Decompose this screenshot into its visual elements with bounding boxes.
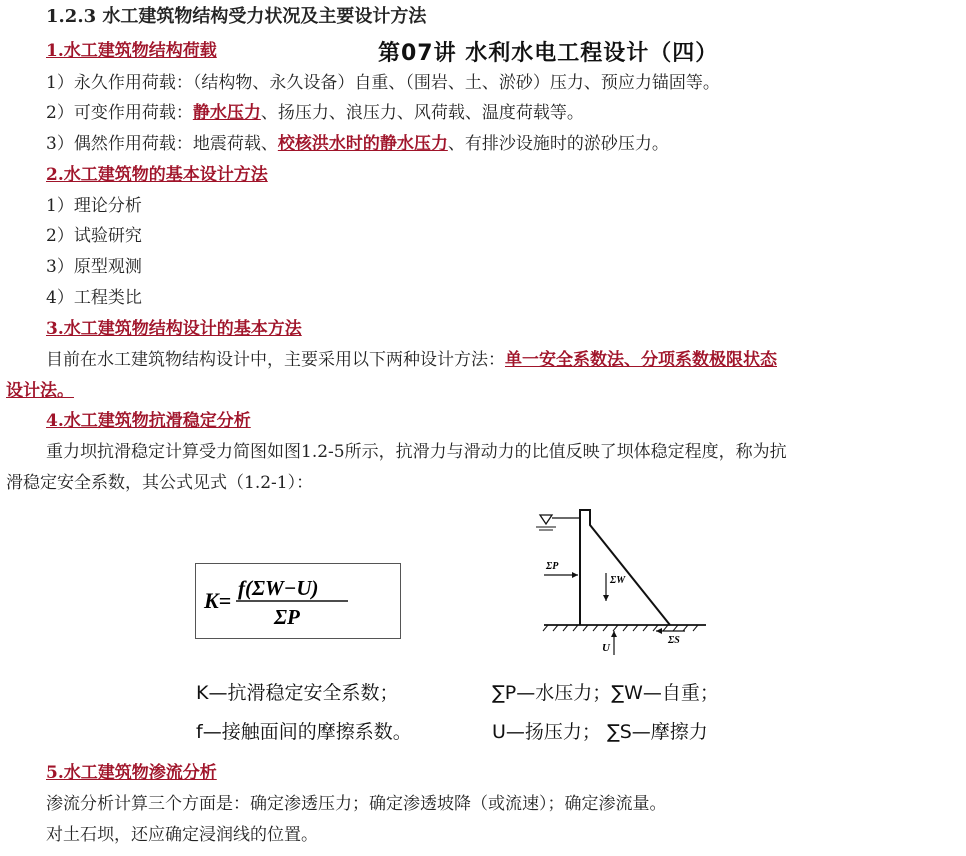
legend-p-w: ∑P—水压力；∑W—自重； bbox=[492, 682, 719, 704]
seepage-paragraph-2: 对土石坝，还应确定浸润线的位置。 bbox=[46, 825, 318, 845]
legend-k: K—抗滑稳定安全系数； bbox=[196, 682, 399, 704]
load-item-1: 1）永久作用荷载：（结构物、永久设备）自重、（围岩、土、淤砂）压力、预应力锚固等。 bbox=[46, 73, 720, 93]
seepage-paragraph-1: 渗流分析计算三个方面是：确定渗透压力；确定渗透坡降（或流速）；确定渗流量。 bbox=[46, 794, 667, 814]
highlight-flood-pressure: 校核洪水时的静水压力 bbox=[277, 134, 448, 154]
section-4-title: 4.水工建筑物抗滑稳定分析 bbox=[46, 411, 251, 431]
legend-u-s: U—扬压力； ∑S—摩擦力 bbox=[492, 721, 708, 743]
method-item: 3）原型观测 bbox=[46, 257, 142, 277]
section-1-title: 1.水工建筑物结构荷载 bbox=[46, 41, 217, 61]
foundation-hatch bbox=[543, 625, 698, 631]
section-heading: 1.2.3 水工建筑物结构受力状况及主要设计方法 bbox=[46, 6, 427, 27]
arrow-sum-s-head bbox=[656, 628, 662, 634]
highlight-design-methods: 单一安全系数法、分项系数极限状态 bbox=[505, 350, 777, 370]
formula-lhs: K= bbox=[204, 588, 232, 613]
highlight-design-methods-cont: 设计法。 bbox=[6, 381, 74, 401]
arrow-u-head bbox=[611, 631, 617, 637]
method-item: 2）试验研究 bbox=[46, 226, 142, 246]
dam-force-diagram bbox=[530, 505, 710, 655]
formula-box bbox=[195, 563, 401, 639]
section-2-title: 2.水工建筑物的基本设计方法 bbox=[46, 165, 268, 185]
section-3-title: 3.水工建筑物结构设计的基本方法 bbox=[46, 319, 302, 339]
label-sum-w: ΣW bbox=[610, 575, 626, 586]
method-item: 4）工程类比 bbox=[46, 288, 142, 308]
stability-paragraph-1: 重力坝抗滑稳定计算受力简图如图1.2-5所示，抗滑力与滑动力的比值反映了坝体稳定程度，称为抗 bbox=[46, 442, 787, 462]
dam-profile bbox=[580, 510, 670, 625]
design-method-paragraph: 目前在水工建筑物结构设计中，主要采用以下两种设计方法：单一安全系数法、分项系数极限状态 bbox=[46, 350, 777, 370]
stability-formula bbox=[196, 564, 400, 638]
formula-numerator: f(ΣW−U) bbox=[238, 576, 319, 600]
load-item-2: 2）可变作用荷载：静水压力、扬压力、浪压力、风荷载、温度荷载等。 bbox=[46, 103, 584, 123]
arrow-sum-p-head bbox=[572, 572, 578, 578]
legend-f: f—接触面间的摩擦系数。 bbox=[196, 721, 412, 743]
water-level-icon bbox=[540, 515, 552, 524]
label-sum-p: ΣP bbox=[546, 561, 559, 572]
arrow-sum-w-head bbox=[603, 595, 609, 601]
label-sum-s: ΣS bbox=[668, 635, 680, 646]
section-5-title: 5.水工建筑物渗流分析 bbox=[46, 763, 217, 783]
label-u: U bbox=[602, 642, 610, 654]
load-item-3: 3）偶然作用荷载：地震荷载、校核洪水时的静水压力、有排沙设施时的淤砂压力。 bbox=[46, 134, 669, 154]
method-item: 1）理论分析 bbox=[46, 196, 142, 216]
lecture-title: 第07讲 水利水电工程设计（四） bbox=[378, 41, 719, 66]
highlight-static-pressure: 静水压力 bbox=[192, 103, 261, 123]
stability-paragraph-2: 滑稳定安全系数，其公式见式（1.2-1）： bbox=[6, 473, 314, 493]
formula-denominator: ΣP bbox=[274, 605, 300, 629]
